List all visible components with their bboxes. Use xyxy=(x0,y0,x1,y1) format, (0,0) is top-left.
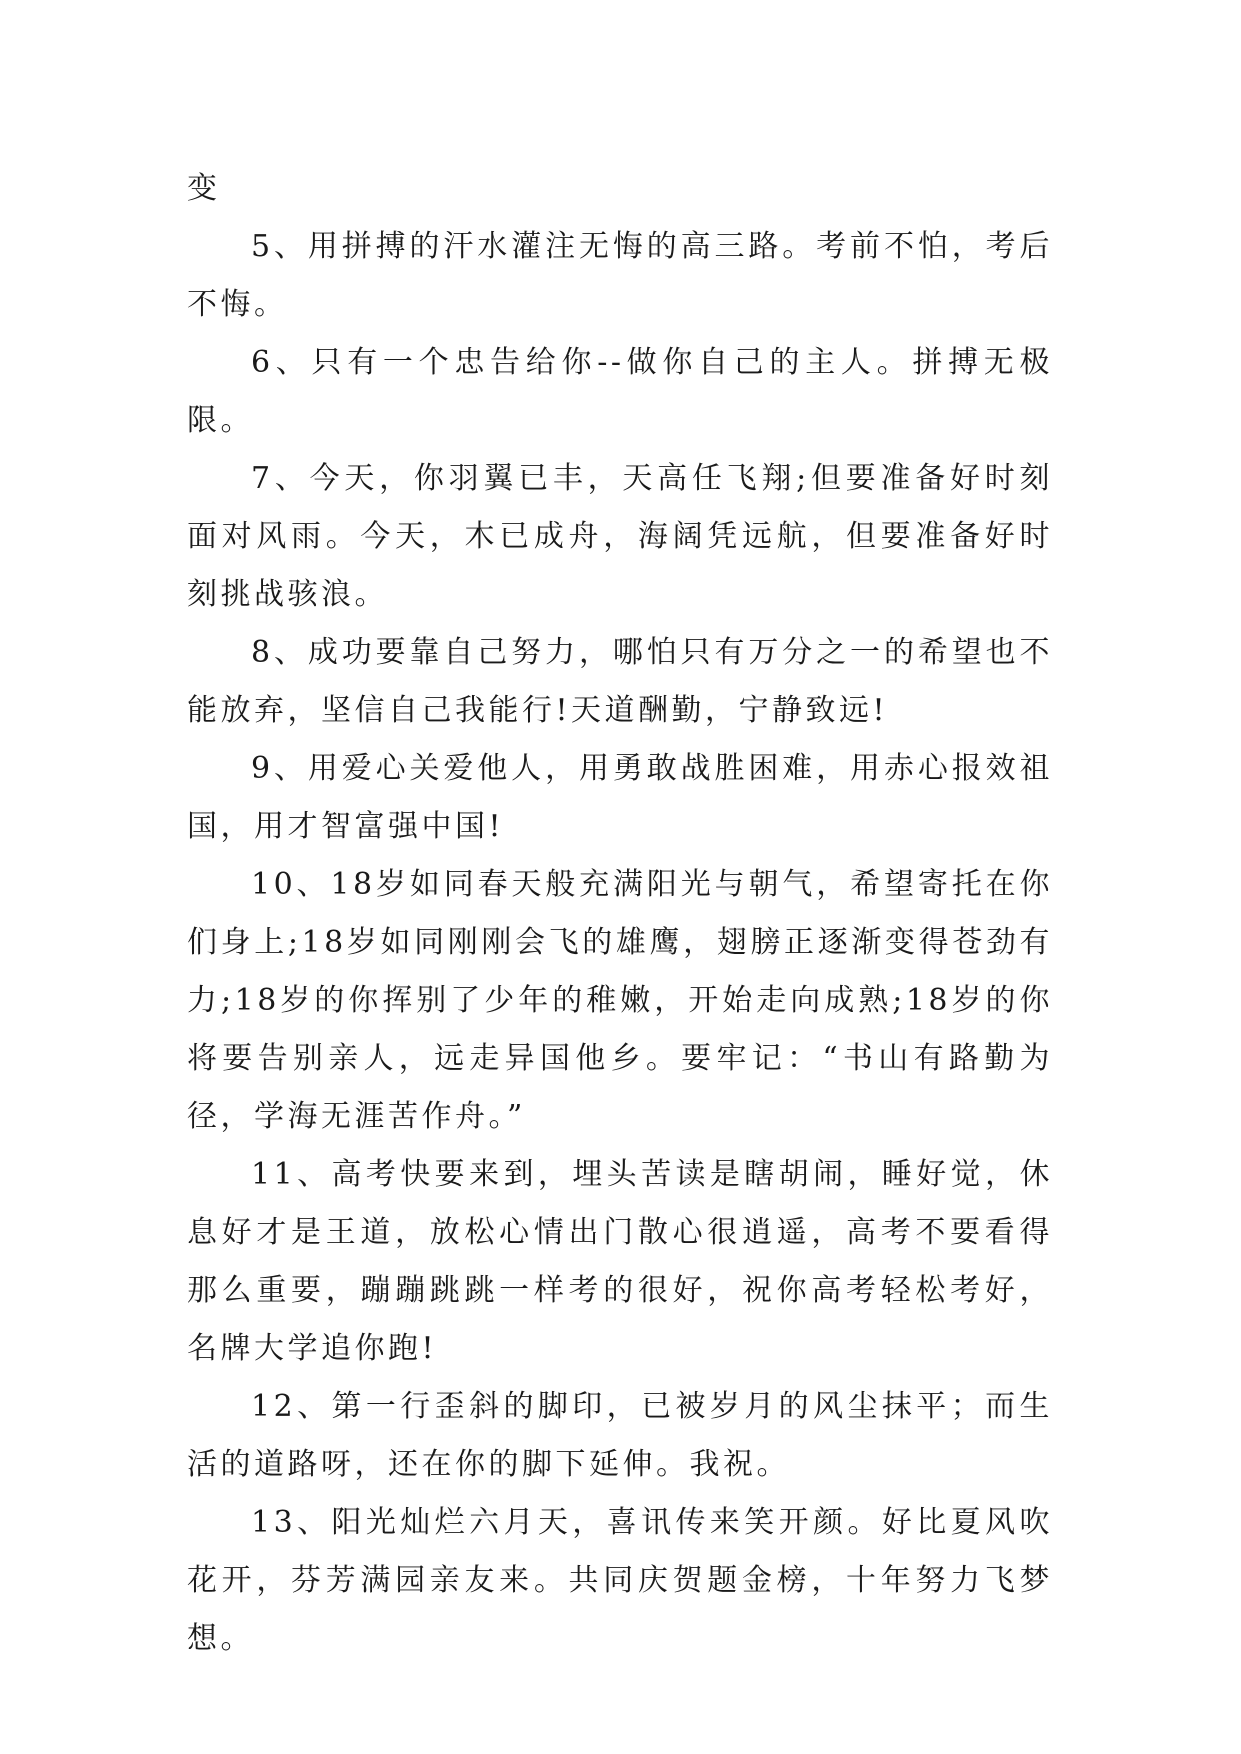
document-body xyxy=(187,160,1053,1668)
paragraph-13: 13、阳光灿烂六月天，喜讯传来笑开颜。好比夏风吹花开，芬芳满园亲友来。共同庆贺题金榜，十年努力飞梦想。 xyxy=(187,1505,1053,1656)
paragraph-7: 7、今天，你羽翼已丰，天高任飞翔;但要准备好时刻面对风雨。今天，木已成舟，海阔凭远航，但要准备好时刻挑战骇浪。 xyxy=(187,461,1053,612)
paragraph-8: 8、成功要靠自己努力，哪怕只有万分之一的希望也不能放弃，坚信自己我能行!天道酬勤，宁静致远! xyxy=(187,635,1053,728)
paragraph-11: 11、高考快要来到，埋头苦读是瞎胡闹，睡好觉，休息好才是王道，放松心情出门散心很逍遥，高考不要看得那么重要，蹦蹦跳跳一样考的很好，祝你高考轻松考好，名牌大学追你跑! xyxy=(187,1157,1053,1366)
paragraph-5: 5、用拼搏的汗水灌注无悔的高三路。考前不怕，考后不悔。 xyxy=(187,229,1053,322)
paragraph-continuation: 变 xyxy=(187,171,221,206)
paragraph-12: 12、第一行歪斜的脚印，已被岁月的风尘抹平；而生活的道路呀，还在你的脚下延伸。我祝。 xyxy=(187,1389,1053,1482)
paragraph-6: 6、只有一个忠告给你--做你自己的主人。拼搏无极限。 xyxy=(187,345,1053,438)
paragraph-10: 10、18岁如同春天般充满阳光与朝气，希望寄托在你们身上;18岁如同刚刚会飞的雄鹰，翅膀正逐渐变得苍劲有力;18岁的你挥别了少年的稚嫩，开始走向成熟;18岁的你将要告别亲人，远走异国他乡。要牢记：“书山有路勤为径，学海无涯苦作舟。” xyxy=(187,867,1053,1134)
paragraph-9: 9、用爱心关爱他人，用勇敢战胜困难，用赤心报效祖国，用才智富强中国! xyxy=(187,751,1053,844)
